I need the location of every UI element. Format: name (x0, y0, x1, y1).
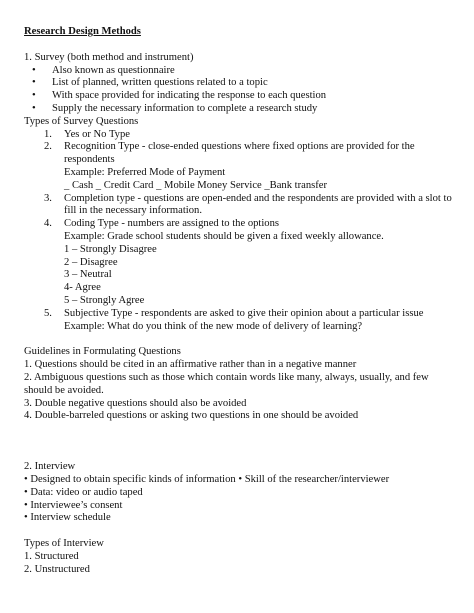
scale-item: 2 – Disagree (64, 256, 118, 268)
guideline-item: 4. Double-barreled questions or asking two questions in one should be avoided (24, 410, 359, 422)
example-line: Example: Preferred Mode of Payment (64, 166, 226, 178)
guideline-item: 1. Questions should be cited in an affirmative rather than in a negative manner (24, 359, 357, 371)
bullet-mark: • (32, 90, 36, 102)
survey-types-heading: Types of Survey Questions (24, 115, 139, 127)
interview-type-item: 2. Unstructured (24, 563, 90, 575)
survey-type-item: 2. Recognition Type - close-ended questions where fixed options are provided for the respondents (44, 141, 415, 166)
interview-types-heading: Types of Interview (24, 538, 104, 550)
payment-options: _ Cash _ Credit Card _ Mobile Money Service _Bank transfer (64, 179, 328, 191)
guidelines-heading: Guidelines in Formulating Questions (24, 346, 181, 358)
interview-heading: 2. Interview (24, 461, 76, 473)
interview-type-item: 1. Structured (24, 550, 79, 562)
scale-item: 1 – Strongly Disagree (64, 243, 157, 255)
survey-bullet: • Also known as questionnaire (32, 64, 175, 76)
survey-type-item: 1. Yes or No Type (44, 128, 130, 140)
survey-type-item: 4. Coding Type - numbers are assigned to the options (44, 218, 280, 230)
example-line: Example: Grade school students should be given a fixed weekly allowance. (64, 230, 384, 242)
bullet-mark: • (32, 102, 36, 114)
scale-item: 3 – Neutral (64, 269, 112, 281)
interview-item: • Designed to obtain specific kinds of information • Skill of the researcher/interviewer (24, 473, 390, 485)
survey-type-item: 3. Completion type - questions are open-ended and the respondents are provided with a slot to fill in the necessary information. (44, 192, 452, 217)
scale-item: 5 – Strongly Agree (64, 294, 145, 306)
guideline-item: 2. Ambiguous questions such as those which contain words like many, always, usually, and few should be avoided. (24, 371, 429, 396)
scale-item: 4- Agree (64, 282, 101, 294)
bullet-mark: • (32, 77, 36, 89)
survey-type-item: 5. Subjective Type - respondents are asked to give their opinion about a particular issue (44, 307, 424, 319)
interview-item: • Interviewee’s consent (24, 499, 123, 511)
survey-bullet: • Supply the necessary information to complete a research study (32, 102, 318, 114)
document-title: Research Design Methods (24, 26, 141, 37)
bullet-mark: • (32, 64, 36, 76)
interview-item: • Data: video or audio taped (24, 486, 143, 498)
survey-bullet: • With space provided for indicating the response to each question (32, 90, 327, 102)
example-line: Example: What do you think of the new mode of delivery of learning? (64, 320, 363, 332)
survey-bullet: • List of planned, written questions related to a topic (32, 77, 268, 89)
guideline-item: 3. Double negative questions should also be avoided (24, 397, 247, 409)
interview-item: • Interview schedule (24, 512, 111, 524)
survey-heading: 1. Survey (both method and instrument) (24, 51, 194, 63)
